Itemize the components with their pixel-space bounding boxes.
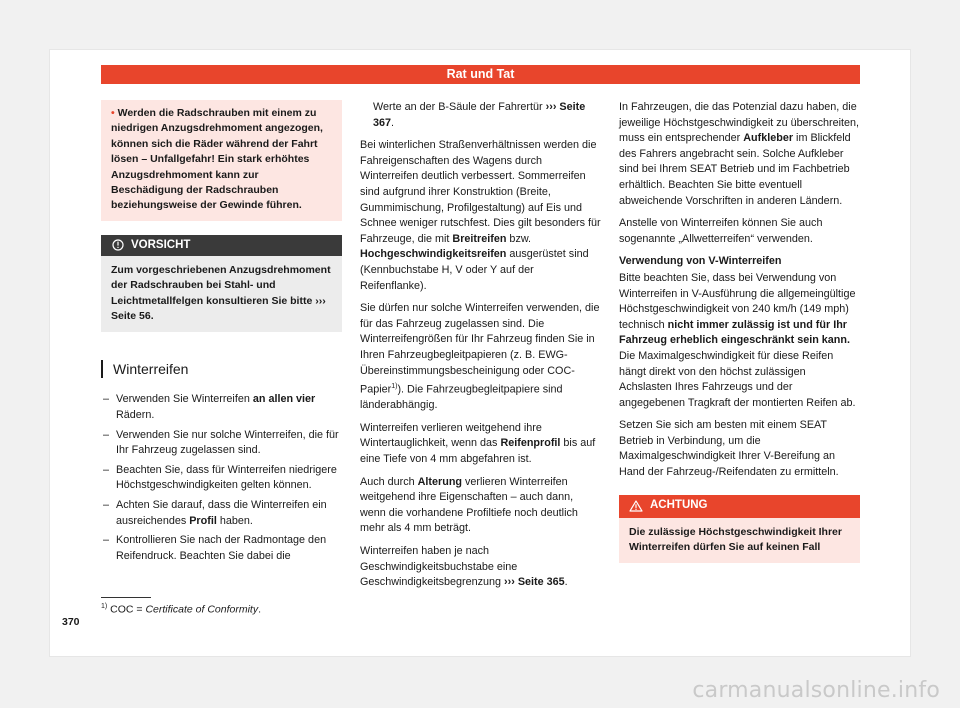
warning-body	[619, 518, 860, 564]
footnote: $^{1)}$ COC = Certificate of Conformity.	[101, 603, 262, 616]
winter-tire-list	[101, 392, 342, 564]
paragraph: Setzen Sie sich am besten mit einem SEAT Betrieb in Verbindung, um die Maximalgeschwindigkeit Ihrer V-Bereifung an Hand der Fahrzeug-/Reifendaten zu ermitteln.	[619, 419, 839, 479]
warning-title: ACHTUNG	[650, 499, 708, 512]
warning-text: Werden die Radschrauben mit einem zu niedrigen Anzugsdrehmoment angezogen, können sich die Räder während der Fahrt lösen – Unfallgefahr! Ein stark erhöhtes Anzugsdrehmoment kann zur Beschädigung der Radschrauben beziehungsweise der Gewinde führen.	[111, 107, 323, 212]
page-link[interactable]: ››› Seite 365	[504, 576, 565, 589]
bullet-icon: •	[111, 107, 115, 119]
list-item: – Verwenden Sie Winterreifen an allen vier Rädern.	[101, 392, 342, 423]
list-item: – Kontrollieren Sie nach der Radmontage den Reifendruck. Beachten Sie dabei die	[101, 533, 342, 564]
footnote-divider	[101, 597, 151, 598]
page-title: Rat und Tat	[446, 67, 515, 81]
footnote-number: 1)	[101, 603, 108, 610]
caution-page-link[interactable]: ››› Seite 56.	[111, 294, 326, 323]
subheading: Verwendung von V-Winterreifen	[619, 255, 782, 268]
caution-text: Zum vorgeschriebenen Anzugsdrehmoment der Radschrauben bei Stahl- und Leichtmetallfelgen konsultieren Sie bitte	[111, 263, 331, 307]
header-bar	[101, 65, 860, 84]
column-2	[360, 100, 601, 598]
paragraph: Winterreifen haben je nach Geschwindigkeitsbuchstabe eine Geschwindigkeitsbegrenzung ››› Seite 365.	[360, 545, 568, 589]
column-3	[619, 100, 860, 563]
paragraph: Bitte beachten Sie, dass bei Verwendung von Winterreifen in V-Ausführung die allgemeingültige Höchstgeschwindigkeit von 240 km/h (149 mph) technisch nicht immer zulässig ist und für Ihr Fahrzeug erheblich eingeschränkt sein kann. Die Maximalgeschwindigkeit für diese Reifen hängt direkt von den höchst zulässigen Achslasten Ihres Fahrzeugs und der angegebenen Tragkraft der montierten Reifen ab.	[619, 271, 856, 409]
list-item: – Achten Sie darauf, dass die Winterreifen ein ausreichendes Profil haben.	[101, 498, 342, 529]
page-number: 370	[62, 616, 80, 628]
warning-triangle-icon	[629, 500, 643, 512]
caution-body	[101, 256, 342, 333]
caution-title: VORSICHT	[131, 238, 191, 251]
paragraph: Sie dürfen nur solche Winterreifen verwenden, die für das Fahrzeug zugelassen sind. Die Winterreifengrößen für Ihr Fahrzeug finden Sie in Ihren Fahrzeugbegleitpapieren (z. B. EWG-Übereinstimmungsbescheinigung oder COC-Papier$^{1)}$). Die Fahrzeugbegleitpapiere sind länderabhängig.	[360, 302, 600, 412]
continued-list-text: Werte an der B-Säule der Fahrertür ››› Seite 367.	[373, 101, 586, 129]
warning-box	[101, 100, 342, 221]
paragraph: In Fahrzeugen, die das Potenzial dazu haben, die jeweilige Höchstgeschwindigkeit zu überschreiten, muss ein entsprechender Aufkleber im Blickfeld des Fahrers angebracht sein. Solche Aufkleber sind bei Ihrem SEAT Betrieb und im Fachbetrieb erhältlich. Beachten Sie bitte eventuell abweichende Vorschriften in anderen Ländern.	[619, 101, 860, 207]
page-link[interactable]: ››› Seite 367	[373, 101, 586, 129]
warning-body-text: Die zulässige Höchstgeschwindigkeit Ihrer Winterreifen dürfen Sie auf keinen Fall	[629, 525, 842, 554]
column-1	[101, 100, 342, 568]
watermark: carmanualsonline.info	[692, 678, 940, 703]
paragraph: Auch durch Alterung verlieren Winterreifen weitgehend ihre Eigenschaften – auch dann, wenn die vorhandene Profiltiefe noch deutlich mehr als 4 mm beträgt.	[360, 475, 578, 535]
paragraph: Winterreifen verlieren weitgehend ihre Wintertauglichkeit, wenn das Reifenprofil bis auf eine Tiefe von 4 mm abgefahren ist.	[360, 421, 596, 466]
section-title: Winterreifen	[101, 360, 342, 378]
warning-header	[619, 495, 860, 518]
paragraph: Bei winterlichen Straßenverhältnissen werden die Fahreigenschaften des Wagens durch Winterreifen deutlich verbessert. Sommerreifen sind aufgrund ihrer Konstruktion (Breite, Gummimischung, Profilgestaltung) auf Eis und Schnee weniger rutschfest. Dies gilt besonders für Fahrzeuge, die mit Breitreifen bzw. Hochgeschwindigkeitsreifen ausgerüstet sind (Kennbuchstabe H, V oder Y auf der Reifenflanke).	[360, 139, 601, 292]
list-item: – Verwenden Sie nur solche Winterreifen, die für Ihr Fahrzeug zugelassen sind.	[101, 428, 342, 459]
caution-box	[101, 235, 342, 333]
footnote-marker: 1)	[391, 383, 398, 391]
caution-header	[101, 235, 342, 256]
paragraph: Anstelle von Winterreifen können Sie auch sogenannte „Allwetterreifen“ verwenden.	[619, 217, 823, 245]
info-circle-icon	[112, 239, 124, 251]
list-item: – Beachten Sie, dass für Winterreifen niedrigere Höchstgeschwindigkeiten gelten können.	[101, 463, 342, 494]
